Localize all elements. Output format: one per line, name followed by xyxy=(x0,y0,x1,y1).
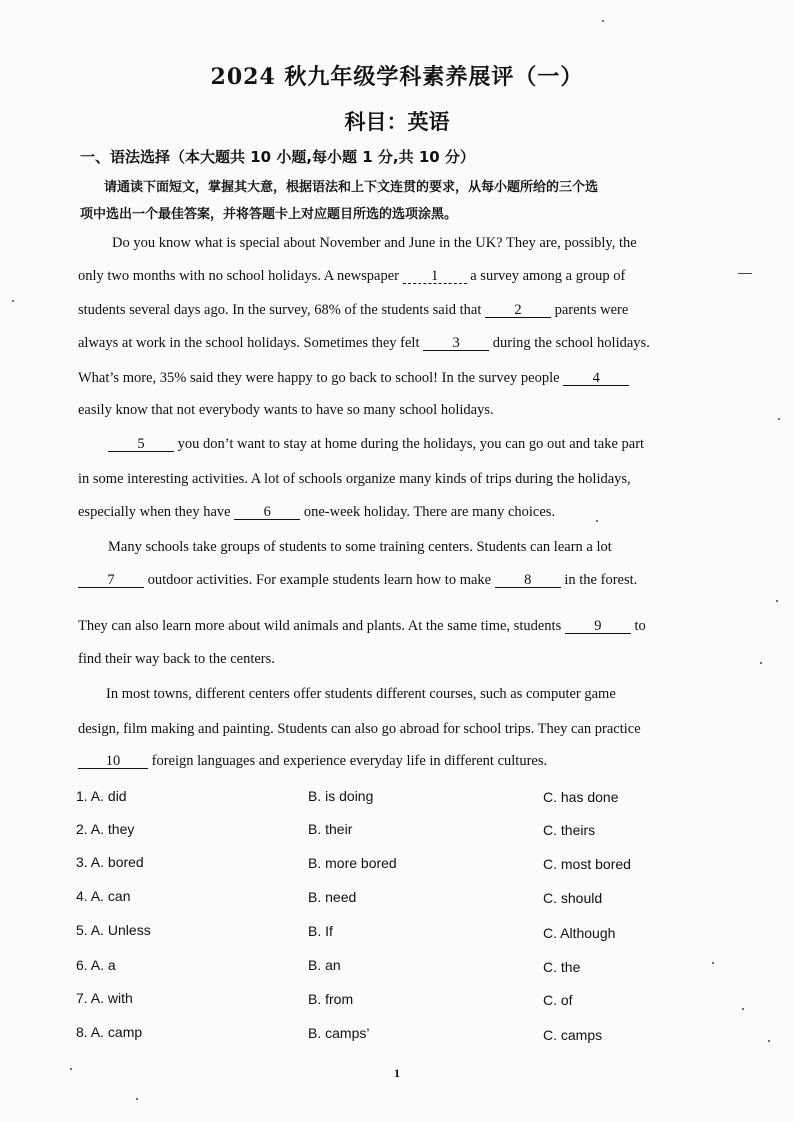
scan-speck xyxy=(778,418,780,420)
passage-line xyxy=(78,302,628,319)
option-a: 8. A. camp xyxy=(76,1024,143,1040)
option-c: C. most bored xyxy=(543,856,631,872)
blank-2: 2 xyxy=(485,303,551,318)
subject-heading: 科目：英语 xyxy=(344,109,450,134)
passage-line xyxy=(78,504,555,521)
blank-3: 3 xyxy=(423,336,489,351)
passage-text: outdoor activities. For example students learn how to make xyxy=(147,572,492,588)
scan-speck xyxy=(760,662,762,664)
instruction-line: 项中选出一个最佳答案，并将答题卡上对应题目所选的选项涂黑。 xyxy=(80,207,458,222)
passage-line xyxy=(78,618,646,635)
passage-line xyxy=(78,335,650,352)
section-heading: 一、语法选择（本大题共 10 小题,每小题 1 分,共 10 分） xyxy=(80,148,475,166)
option-b: B. If xyxy=(308,923,333,939)
option-b: B. an xyxy=(308,957,341,973)
passage-text: They can also learn more about wild animals and plants. At the same time, students xyxy=(78,618,562,634)
scan-speck xyxy=(742,1008,744,1010)
passage-text: a survey among a group of xyxy=(470,268,626,284)
passage-line xyxy=(78,370,629,387)
passage-line: in some interesting activities. A lot of schools organize many kinds of trips during the holidays, xyxy=(78,471,631,487)
passage-text: especially when they have xyxy=(78,504,231,520)
option-b: B. more bored xyxy=(308,855,397,871)
passage-text: students several days ago. In the survey, 68% of the students said that xyxy=(78,302,482,318)
passage-line: In most towns, different centers offer students different courses, such as computer game xyxy=(106,686,616,702)
option-a: 6. A. a xyxy=(76,957,116,973)
scan-speck xyxy=(596,520,598,522)
passage-line: Many schools take groups of students to some training centers. Students can learn a lot xyxy=(108,539,612,555)
passage-line xyxy=(78,572,637,589)
blank-8: 8 xyxy=(495,573,561,588)
instruction-line: 请通读下面短文，掌握其大意，根据语法和上下文连贯的要求，从每小题所给的三个选 xyxy=(104,180,599,195)
scan-speck xyxy=(768,1040,770,1042)
passage-text: one-week holiday. There are many choices. xyxy=(303,504,556,520)
option-b: B. camps’ xyxy=(308,1025,370,1041)
scan-speck xyxy=(738,273,752,274)
option-a: 2. A. they xyxy=(76,821,135,837)
option-a: 5. A. Unless xyxy=(76,922,151,938)
passage-text: parents were xyxy=(554,302,629,318)
blank-6: 6 xyxy=(234,505,300,520)
passage-text: foreign languages and experience everyday life in different cultures. xyxy=(151,753,548,769)
passage-line: Do you know what is special about November and June in the UK? They are, possibly, the xyxy=(112,235,637,251)
blank-9: 9 xyxy=(565,619,631,634)
passage-line: easily know that not everybody wants to have so many school holidays. xyxy=(78,402,494,418)
passage-line: design, film making and painting. Students can also go abroad for school trips. They can practice xyxy=(78,721,641,737)
exam-title: 2024 秋九年级学科素养展评（一） xyxy=(210,64,584,90)
scan-speck xyxy=(776,600,778,602)
passage-text: in the forest. xyxy=(564,572,638,588)
blank-1: 1 xyxy=(403,269,467,284)
passage-text: during the school holidays. xyxy=(492,335,650,351)
passage-text: always at work in the school holidays. Sometimes they felt xyxy=(78,335,420,351)
passage-line xyxy=(108,436,644,453)
blank-7: 7 xyxy=(78,573,144,588)
option-a: 4. A. can xyxy=(76,888,131,904)
option-b: B. their xyxy=(308,821,353,837)
option-c: C. camps xyxy=(543,1027,603,1043)
option-c: C. should xyxy=(543,890,603,906)
scan-speck xyxy=(712,962,714,964)
option-b: B. is doing xyxy=(308,788,374,804)
option-b: B. need xyxy=(308,889,357,905)
option-a: 7. A. with xyxy=(76,990,133,1006)
passage-text: What’s more, 35% said they were happy to go back to school! In the survey people xyxy=(78,370,560,386)
passage-text: you don’t want to stay at home during the holidays, you can go out and take part xyxy=(177,436,645,452)
scan-speck xyxy=(602,20,604,22)
scan-speck xyxy=(12,300,14,302)
passage-line xyxy=(78,268,625,285)
option-a: 1. A. did xyxy=(76,788,127,804)
option-c: C. the xyxy=(543,959,581,975)
blank-10: 10 xyxy=(78,754,148,769)
passage-line xyxy=(78,753,547,770)
passage-text: only two months with no school holidays. A newspaper xyxy=(78,268,399,284)
passage-text: to xyxy=(634,618,646,634)
page-number: 1 xyxy=(394,1066,400,1080)
blank-4: 4 xyxy=(563,371,629,386)
scan-speck xyxy=(70,1068,72,1070)
option-b: B. from xyxy=(308,991,354,1007)
scan-speck xyxy=(136,1098,138,1100)
blank-5: 5 xyxy=(108,437,174,452)
option-c: C. Although xyxy=(543,925,616,941)
passage-line: find their way back to the centers. xyxy=(78,651,275,667)
option-a: 3. A. bored xyxy=(76,854,144,870)
option-c: C. of xyxy=(543,992,573,1008)
option-c: C. theirs xyxy=(543,822,596,838)
option-c: C. has done xyxy=(543,789,619,805)
